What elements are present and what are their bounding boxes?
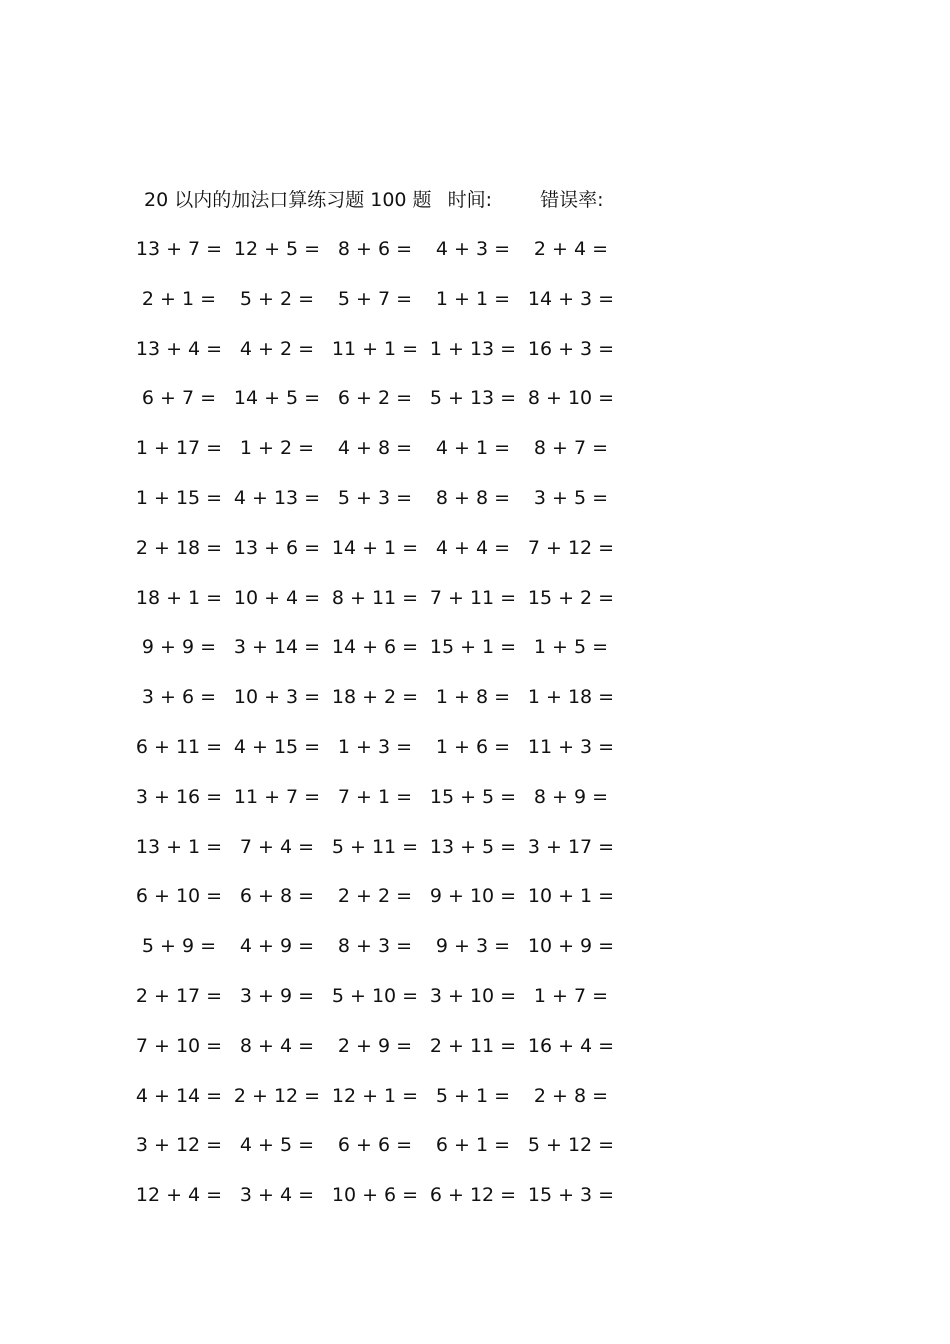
problem-row xyxy=(130,381,630,431)
problem-item: 10 + 3 = xyxy=(233,686,321,709)
problem-item: 3 + 4 = xyxy=(239,1184,315,1207)
problem-item: 6 + 10 = xyxy=(135,885,223,908)
problem-item: 5 + 12 = xyxy=(527,1134,615,1157)
problem-item: 15 + 5 = xyxy=(429,785,517,808)
problem-row xyxy=(130,730,630,780)
problem-item: 13 + 5 = xyxy=(429,835,517,858)
problem-grid xyxy=(130,232,630,1228)
problem-row xyxy=(130,929,630,979)
problem-item: 15 + 3 = xyxy=(527,1184,615,1207)
problem-item: 2 + 1 = xyxy=(141,287,217,310)
problem-item: 5 + 3 = xyxy=(337,486,413,509)
problem-item: 15 + 2 = xyxy=(527,586,615,609)
problem-row xyxy=(130,979,630,1029)
problem-item: 8 + 7 = xyxy=(533,437,609,460)
problem-item: 4 + 5 = xyxy=(239,1134,315,1157)
problem-item: 6 + 8 = xyxy=(239,885,315,908)
problem-item: 4 + 9 = xyxy=(239,935,315,958)
problem-item: 3 + 6 = xyxy=(141,686,217,709)
problem-item: 14 + 6 = xyxy=(331,636,419,659)
problem-item: 3 + 12 = xyxy=(135,1134,223,1157)
problem-item: 7 + 4 = xyxy=(239,835,315,858)
problem-item: 3 + 17 = xyxy=(527,835,615,858)
problem-item: 3 + 10 = xyxy=(429,984,517,1007)
problem-row xyxy=(130,830,630,880)
problem-item: 14 + 3 = xyxy=(527,287,615,310)
problem-item: 6 + 12 = xyxy=(429,1184,517,1207)
problem-item: 4 + 2 = xyxy=(239,337,315,360)
problem-item: 2 + 12 = xyxy=(233,1084,321,1107)
problem-item: 4 + 3 = xyxy=(435,238,511,260)
problem-item: 13 + 1 = xyxy=(135,835,223,858)
problem-row xyxy=(130,282,630,332)
error-rate-label: 错误率: xyxy=(540,189,604,211)
problem-item: 10 + 4 = xyxy=(233,586,321,609)
problem-item: 12 + 1 = xyxy=(331,1084,419,1107)
worksheet-header xyxy=(144,186,603,214)
time-label: 时间: xyxy=(447,189,493,211)
problem-item: 8 + 9 = xyxy=(533,785,609,808)
problem-item: 2 + 18 = xyxy=(135,536,223,559)
problem-row xyxy=(130,1029,630,1079)
problem-item: 1 + 15 = xyxy=(135,486,223,509)
problem-item: 4 + 13 = xyxy=(233,486,321,509)
problem-item: 12 + 5 = xyxy=(233,238,321,260)
problem-item: 3 + 5 = xyxy=(533,486,609,509)
problem-item: 1 + 7 = xyxy=(533,984,609,1007)
problem-item: 11 + 1 = xyxy=(331,337,419,360)
problem-row xyxy=(130,1128,630,1178)
problem-item: 6 + 11 = xyxy=(135,735,223,758)
problem-item: 1 + 2 = xyxy=(239,437,315,460)
problem-item: 18 + 1 = xyxy=(135,586,223,609)
problem-item: 8 + 8 = xyxy=(435,486,511,509)
problem-row xyxy=(130,232,630,282)
problem-item: 7 + 1 = xyxy=(337,785,413,808)
problem-item: 16 + 3 = xyxy=(527,337,615,360)
problem-item: 2 + 17 = xyxy=(135,984,223,1007)
problem-item: 1 + 13 = xyxy=(429,337,517,360)
problem-item: 4 + 4 = xyxy=(435,536,511,559)
problem-item: 2 + 2 = xyxy=(337,885,413,908)
worksheet-title: 20 以内的加法口算练习题 100 题 xyxy=(144,189,432,211)
problem-item: 6 + 7 = xyxy=(141,387,217,410)
problem-item: 15 + 1 = xyxy=(429,636,517,659)
problem-item: 12 + 4 = xyxy=(135,1184,223,1207)
problem-item: 5 + 7 = xyxy=(337,287,413,310)
problem-item: 18 + 2 = xyxy=(331,686,419,709)
problem-item: 8 + 3 = xyxy=(337,935,413,958)
problem-row xyxy=(130,531,630,581)
problem-item: 1 + 3 = xyxy=(337,735,413,758)
problem-item: 9 + 10 = xyxy=(429,885,517,908)
problem-item: 2 + 11 = xyxy=(429,1034,517,1057)
problem-item: 5 + 1 = xyxy=(435,1084,511,1107)
problem-item: 8 + 6 = xyxy=(337,238,413,260)
problem-item: 4 + 8 = xyxy=(337,437,413,460)
problem-item: 7 + 10 = xyxy=(135,1034,223,1057)
problem-item: 13 + 4 = xyxy=(135,337,223,360)
problem-row xyxy=(130,431,630,481)
problem-item: 8 + 11 = xyxy=(331,586,419,609)
problem-row xyxy=(130,680,630,730)
problem-item: 5 + 2 = xyxy=(239,287,315,310)
problem-item: 14 + 1 = xyxy=(331,536,419,559)
problem-item: 10 + 6 = xyxy=(331,1184,419,1207)
problem-item: 13 + 7 = xyxy=(135,238,223,260)
problem-item: 6 + 1 = xyxy=(435,1134,511,1157)
problem-row xyxy=(130,332,630,382)
problem-item: 14 + 5 = xyxy=(233,387,321,410)
problem-row xyxy=(130,879,630,929)
problem-item: 2 + 9 = xyxy=(337,1034,413,1057)
problem-item: 5 + 10 = xyxy=(331,984,419,1007)
problem-item: 4 + 1 = xyxy=(435,437,511,460)
problem-item: 1 + 17 = xyxy=(135,437,223,460)
problem-item: 8 + 4 = xyxy=(239,1034,315,1057)
problem-row xyxy=(130,581,630,631)
problem-item: 10 + 1 = xyxy=(527,885,615,908)
problem-item: 3 + 14 = xyxy=(233,636,321,659)
problem-item: 1 + 6 = xyxy=(435,735,511,758)
problem-row xyxy=(130,481,630,531)
problem-item: 16 + 4 = xyxy=(527,1034,615,1057)
problem-item: 7 + 12 = xyxy=(527,536,615,559)
problem-item: 11 + 3 = xyxy=(527,735,615,758)
problem-item: 1 + 1 = xyxy=(435,287,511,310)
problem-item: 10 + 9 = xyxy=(527,935,615,958)
problem-row xyxy=(130,630,630,680)
problem-row xyxy=(130,780,630,830)
problem-item: 9 + 9 = xyxy=(141,636,217,659)
problem-item: 7 + 11 = xyxy=(429,586,517,609)
problem-item: 3 + 9 = xyxy=(239,984,315,1007)
problem-item: 11 + 7 = xyxy=(233,785,321,808)
problem-item: 3 + 16 = xyxy=(135,785,223,808)
problem-item: 6 + 6 = xyxy=(337,1134,413,1157)
problem-item: 8 + 10 = xyxy=(527,387,615,410)
problem-item: 1 + 8 = xyxy=(435,686,511,709)
problem-item: 1 + 18 = xyxy=(527,686,615,709)
problem-item: 5 + 9 = xyxy=(141,935,217,958)
problem-item: 4 + 15 = xyxy=(233,735,321,758)
problem-item: 1 + 5 = xyxy=(533,636,609,659)
problem-item: 13 + 6 = xyxy=(233,536,321,559)
problem-item: 9 + 3 = xyxy=(435,935,511,958)
problem-row xyxy=(130,1079,630,1129)
problem-item: 5 + 11 = xyxy=(331,835,419,858)
problem-item: 4 + 14 = xyxy=(135,1084,223,1107)
problem-item: 6 + 2 = xyxy=(337,387,413,410)
problem-row xyxy=(130,1178,630,1228)
problem-item: 5 + 13 = xyxy=(429,387,517,410)
problem-item: 2 + 8 = xyxy=(533,1084,609,1107)
problem-item: 2 + 4 = xyxy=(533,238,609,260)
